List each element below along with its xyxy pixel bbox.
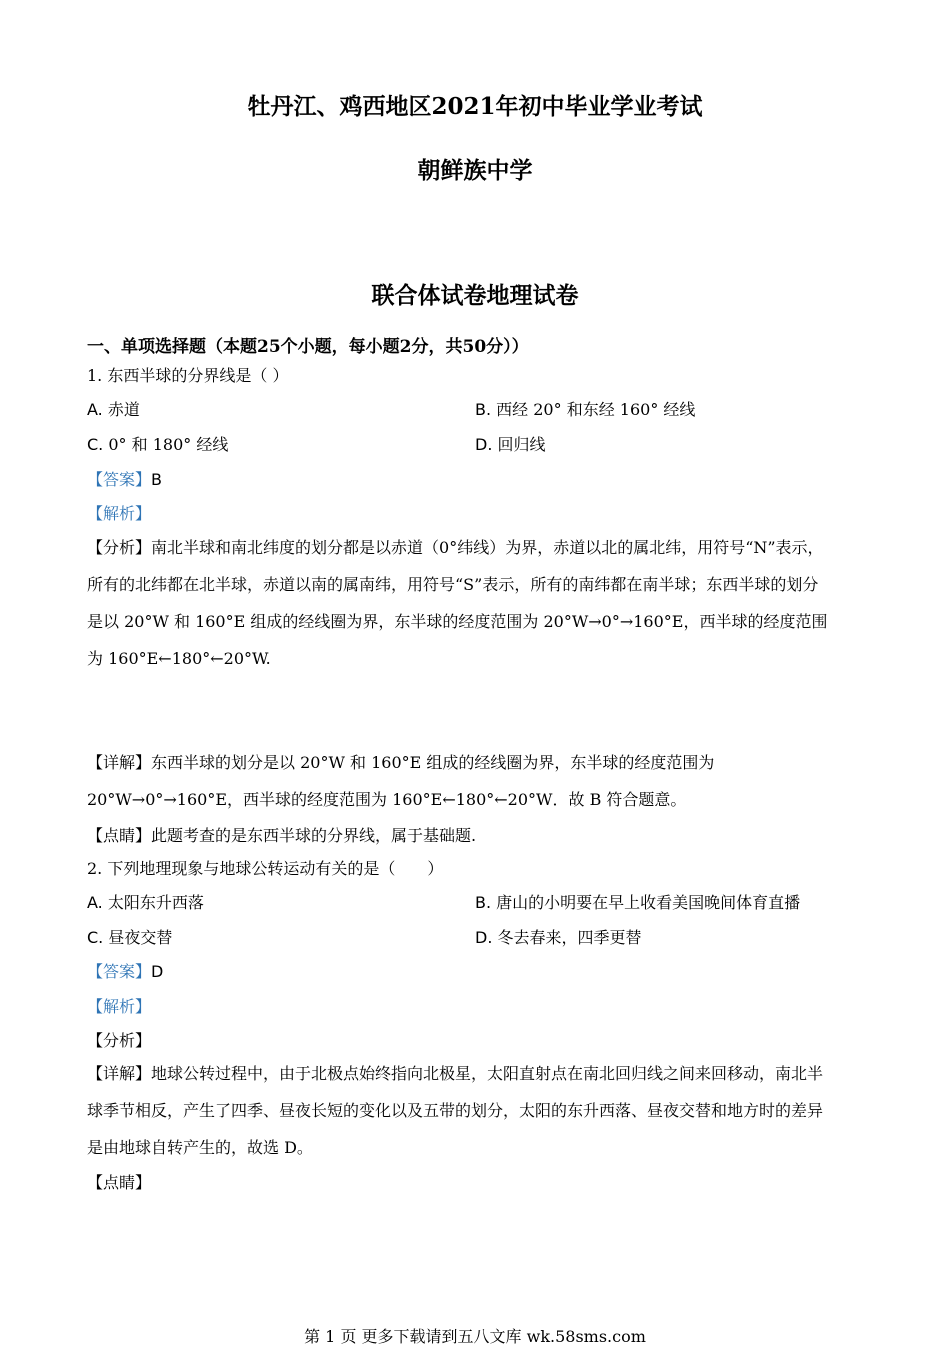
option-text: 西经 20° 和东经 160° 经线 — [496, 400, 696, 419]
question-2-stem: 2. 下列地理现象与地球公转运动有关的是（ ） — [87, 859, 444, 878]
fenxi-label: 【分析】 — [87, 538, 152, 557]
q2-option-b — [475, 893, 800, 913]
option-key: A. — [87, 893, 103, 912]
q1-jiexi-label: 【解析】 — [87, 504, 152, 523]
q1-fenxi-line1 — [87, 538, 824, 558]
option-text: 太阳东升西落 — [107, 893, 204, 912]
q1-option-b — [475, 400, 695, 420]
option-text: 昼夜交替 — [108, 928, 173, 947]
option-key: C. — [87, 928, 104, 947]
q1-dianjing — [87, 826, 476, 846]
xiangjie-label: 【详解】 — [87, 753, 152, 772]
q1-option-d — [475, 435, 546, 455]
q1-fenxi-line3: 是以 20°W 和 160°E 组成的经线圈为界，东半球的经度范围为 20°W→0°→160°E，西半球的经度范围 — [87, 612, 828, 631]
q1-answer — [87, 470, 162, 490]
option-key: D. — [475, 435, 493, 454]
option-key: B. — [475, 400, 492, 419]
answer-label: 【答案】 — [87, 962, 152, 981]
q1-fenxi-line2: 所有的北纬都在北半球，赤道以南的属南纬，用符号“S”表示，所有的南纬都在南半球；东西半球的划分 — [87, 575, 819, 594]
xiangjie-text: 东西半球的划分是以 20°W 和 160°E 组成的经线圈为界，东半球的经度范围为 — [151, 753, 715, 772]
option-key: D. — [475, 928, 493, 947]
q2-option-a — [87, 893, 204, 913]
q1-option-c — [87, 435, 228, 455]
dianjing-text: 此题考查的是东西半球的分界线，属于基础题. — [151, 826, 477, 845]
q2-option-d — [475, 928, 642, 948]
option-text: 回归线 — [497, 435, 546, 454]
q1-option-a — [87, 400, 140, 420]
option-key: C. — [87, 435, 104, 454]
question-1-stem: 1. 东西半球的分界线是（ ） — [87, 366, 289, 385]
q2-option-c — [87, 928, 172, 948]
page-title-line1: 牡丹江、鸡西地区2021年初中毕业学业考试 — [247, 93, 703, 120]
option-text: 赤道 — [107, 400, 140, 419]
page-title-line3: 联合体试卷地理试卷 — [371, 282, 579, 309]
option-text: 唐山的小明要在早上收看美国晚间体育直播 — [496, 893, 801, 912]
answer-value: D — [151, 962, 164, 981]
q2-xiangjie-line1 — [87, 1064, 823, 1084]
option-text: 冬去春来，四季更替 — [497, 928, 642, 947]
xiangjie-label: 【详解】 — [87, 1064, 152, 1083]
answer-label: 【答案】 — [87, 470, 152, 489]
option-text: 0° 和 180° 经线 — [108, 435, 229, 454]
answer-value: B — [151, 470, 162, 489]
q2-dianjing-label: 【点睛】 — [87, 1173, 152, 1192]
q2-answer — [87, 962, 163, 982]
q2-xiangjie-line3: 是由地球自转产生的，故选 D。 — [87, 1138, 313, 1157]
fenxi-text: 南北半球和南北纬度的划分都是以赤道（0°纬线）为界，赤道以北的属北纬，用符号“N”表示， — [151, 538, 824, 557]
page-title-line2: 朝鲜族中学 — [417, 157, 533, 184]
page-footer: 第 1 页 更多下载请到五八文库 wk.58sms.com — [304, 1327, 646, 1346]
q1-xiangjie-line1 — [87, 753, 714, 773]
dianjing-label: 【点睛】 — [87, 826, 152, 845]
option-key: A. — [87, 400, 103, 419]
q2-xiangjie-line2: 球季节相反，产生了四季、昼夜长短的变化以及五带的划分，太阳的东升西落、昼夜交替和地方时的差异 — [87, 1101, 824, 1120]
xiangjie-text: 地球公转过程中，由于北极点始终指向北极星，太阳直射点在南北回归线之间来回移动，南北半 — [151, 1064, 824, 1083]
q2-fenxi-label: 【分析】 — [87, 1031, 152, 1050]
q1-xiangjie-line2: 20°W→0°→160°E，西半球的经度范围为 160°E←180°←20°W．故 B 符合题意。 — [87, 790, 687, 809]
q1-fenxi-line4: 为 160°E←180°←20°W. — [87, 649, 271, 668]
section-heading: 一、单项选择题（本题25个小题，每小题2分，共50分）） — [87, 337, 529, 357]
q2-jiexi-label: 【解析】 — [87, 997, 152, 1016]
option-key: B. — [475, 893, 492, 912]
